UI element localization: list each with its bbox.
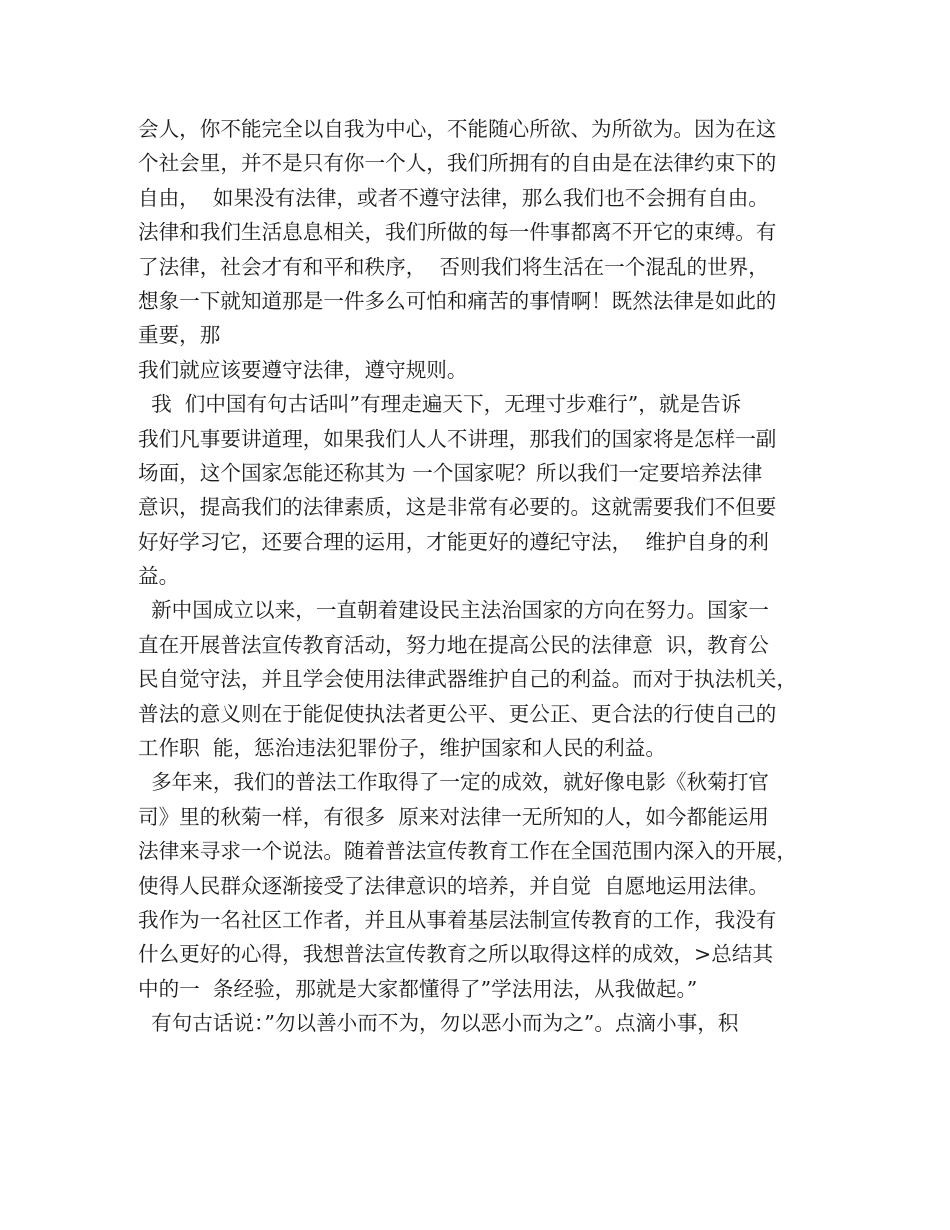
text-line: 我 们中国有句古话叫”有理走遍天下，无理寸步难行”，就是告诉 (138, 392, 742, 417)
text-line: 法律和我们生活息息相关，我们所做的每一件事都离不开它的束缚。有 (138, 220, 777, 245)
text-line: 工作职 能，惩治违法犯罪份子，维护国家和人民的利益。 (138, 736, 666, 761)
text-line: 意识，提高我们的法律素质，这是非常有必要的。这就需要我们不但要 (138, 495, 777, 520)
paragraph (138, 1006, 828, 1040)
text-line: 什么更好的心得，我想普法宣传教育之所以取得这样的成效，>总结其 (138, 942, 774, 967)
paragraph (138, 387, 828, 593)
text-line: 多年来，我们的普法工作取得了一定的成效，就好像电影《秋菊打官 (138, 770, 769, 795)
text-line: 我们就应该要遵守法律，遵守规则。 (138, 357, 468, 382)
text-line: 我们凡事要讲道理，如果我们人人不讲理，那我们的国家将是怎样一副 (138, 426, 777, 451)
document-body (138, 112, 828, 1041)
text-line: 司》里的秋菊一样，有很多 原来对法律一无所知的人，如今都能运用 (138, 804, 769, 829)
text-line: 会人，你不能完全以自我为中心，不能随心所欲、为所欲为。因为在这 (138, 117, 777, 141)
text-line: 民自觉守法，并且学会使用法律武器维护自己的利益。而对于执法机关， (138, 667, 797, 692)
text-line: 重要，那 (138, 323, 221, 348)
text-line: 益。 (138, 564, 180, 589)
text-line: 好好学习它，还要合理的运用，才能更好的遵纪守法， 维护自身的利 (138, 529, 769, 554)
text-line: 我作为一名社区工作者，并且从事着基层法制宣传教育的工作，我没有 (138, 907, 777, 932)
text-line: 法律来寻求一个说法。随着普法宣传教育工作在全国范围内深入的开展， (138, 839, 797, 864)
text-line: 新中国成立以来，一直朝着建设民主法治国家的方向在努力。国家一 (138, 598, 769, 623)
paragraph (138, 112, 828, 387)
text-line: 普法的意义则在于能促使执法者更公平、更公正、更合法的行使自己的 (138, 701, 777, 726)
text-line: 了法律，社会才有和平和秩序， 否则我们将生活在一个混乱的世界， (138, 254, 769, 279)
text-line: 中的一 条经验，那就是大家都懂得了”学法用法，从我做起。” (138, 976, 698, 1001)
text-line: 直在开展普法宣传教育活动，努力地在提高公民的法律意 识，教育公 (138, 632, 769, 657)
text-line: 使得人民群众逐渐接受了法律意识的培养，并自觉 自愿地运用法律。 (138, 873, 769, 898)
text-line: 有句古话说：”勿以善小而不为，勿以恶小而为之”。点滴小事，积 (138, 1011, 739, 1036)
text-line: 场面，这个国家怎能还称其为 一个国家呢？所以我们一定要培养法律 (138, 460, 763, 485)
text-line: 想象一下就知道那是一件多么可怕和痛苦的事情啊！既然法律是如此的 (138, 288, 777, 313)
text-line: 个社会里，并不是只有你一个人，我们所拥有的自由是在法律约束下的 (138, 151, 777, 176)
paragraph (138, 765, 828, 1006)
paragraph (138, 593, 828, 765)
text-line: 自由， 如果没有法律，或者不遵守法律，那么我们也不会拥有自由。 (138, 185, 769, 210)
